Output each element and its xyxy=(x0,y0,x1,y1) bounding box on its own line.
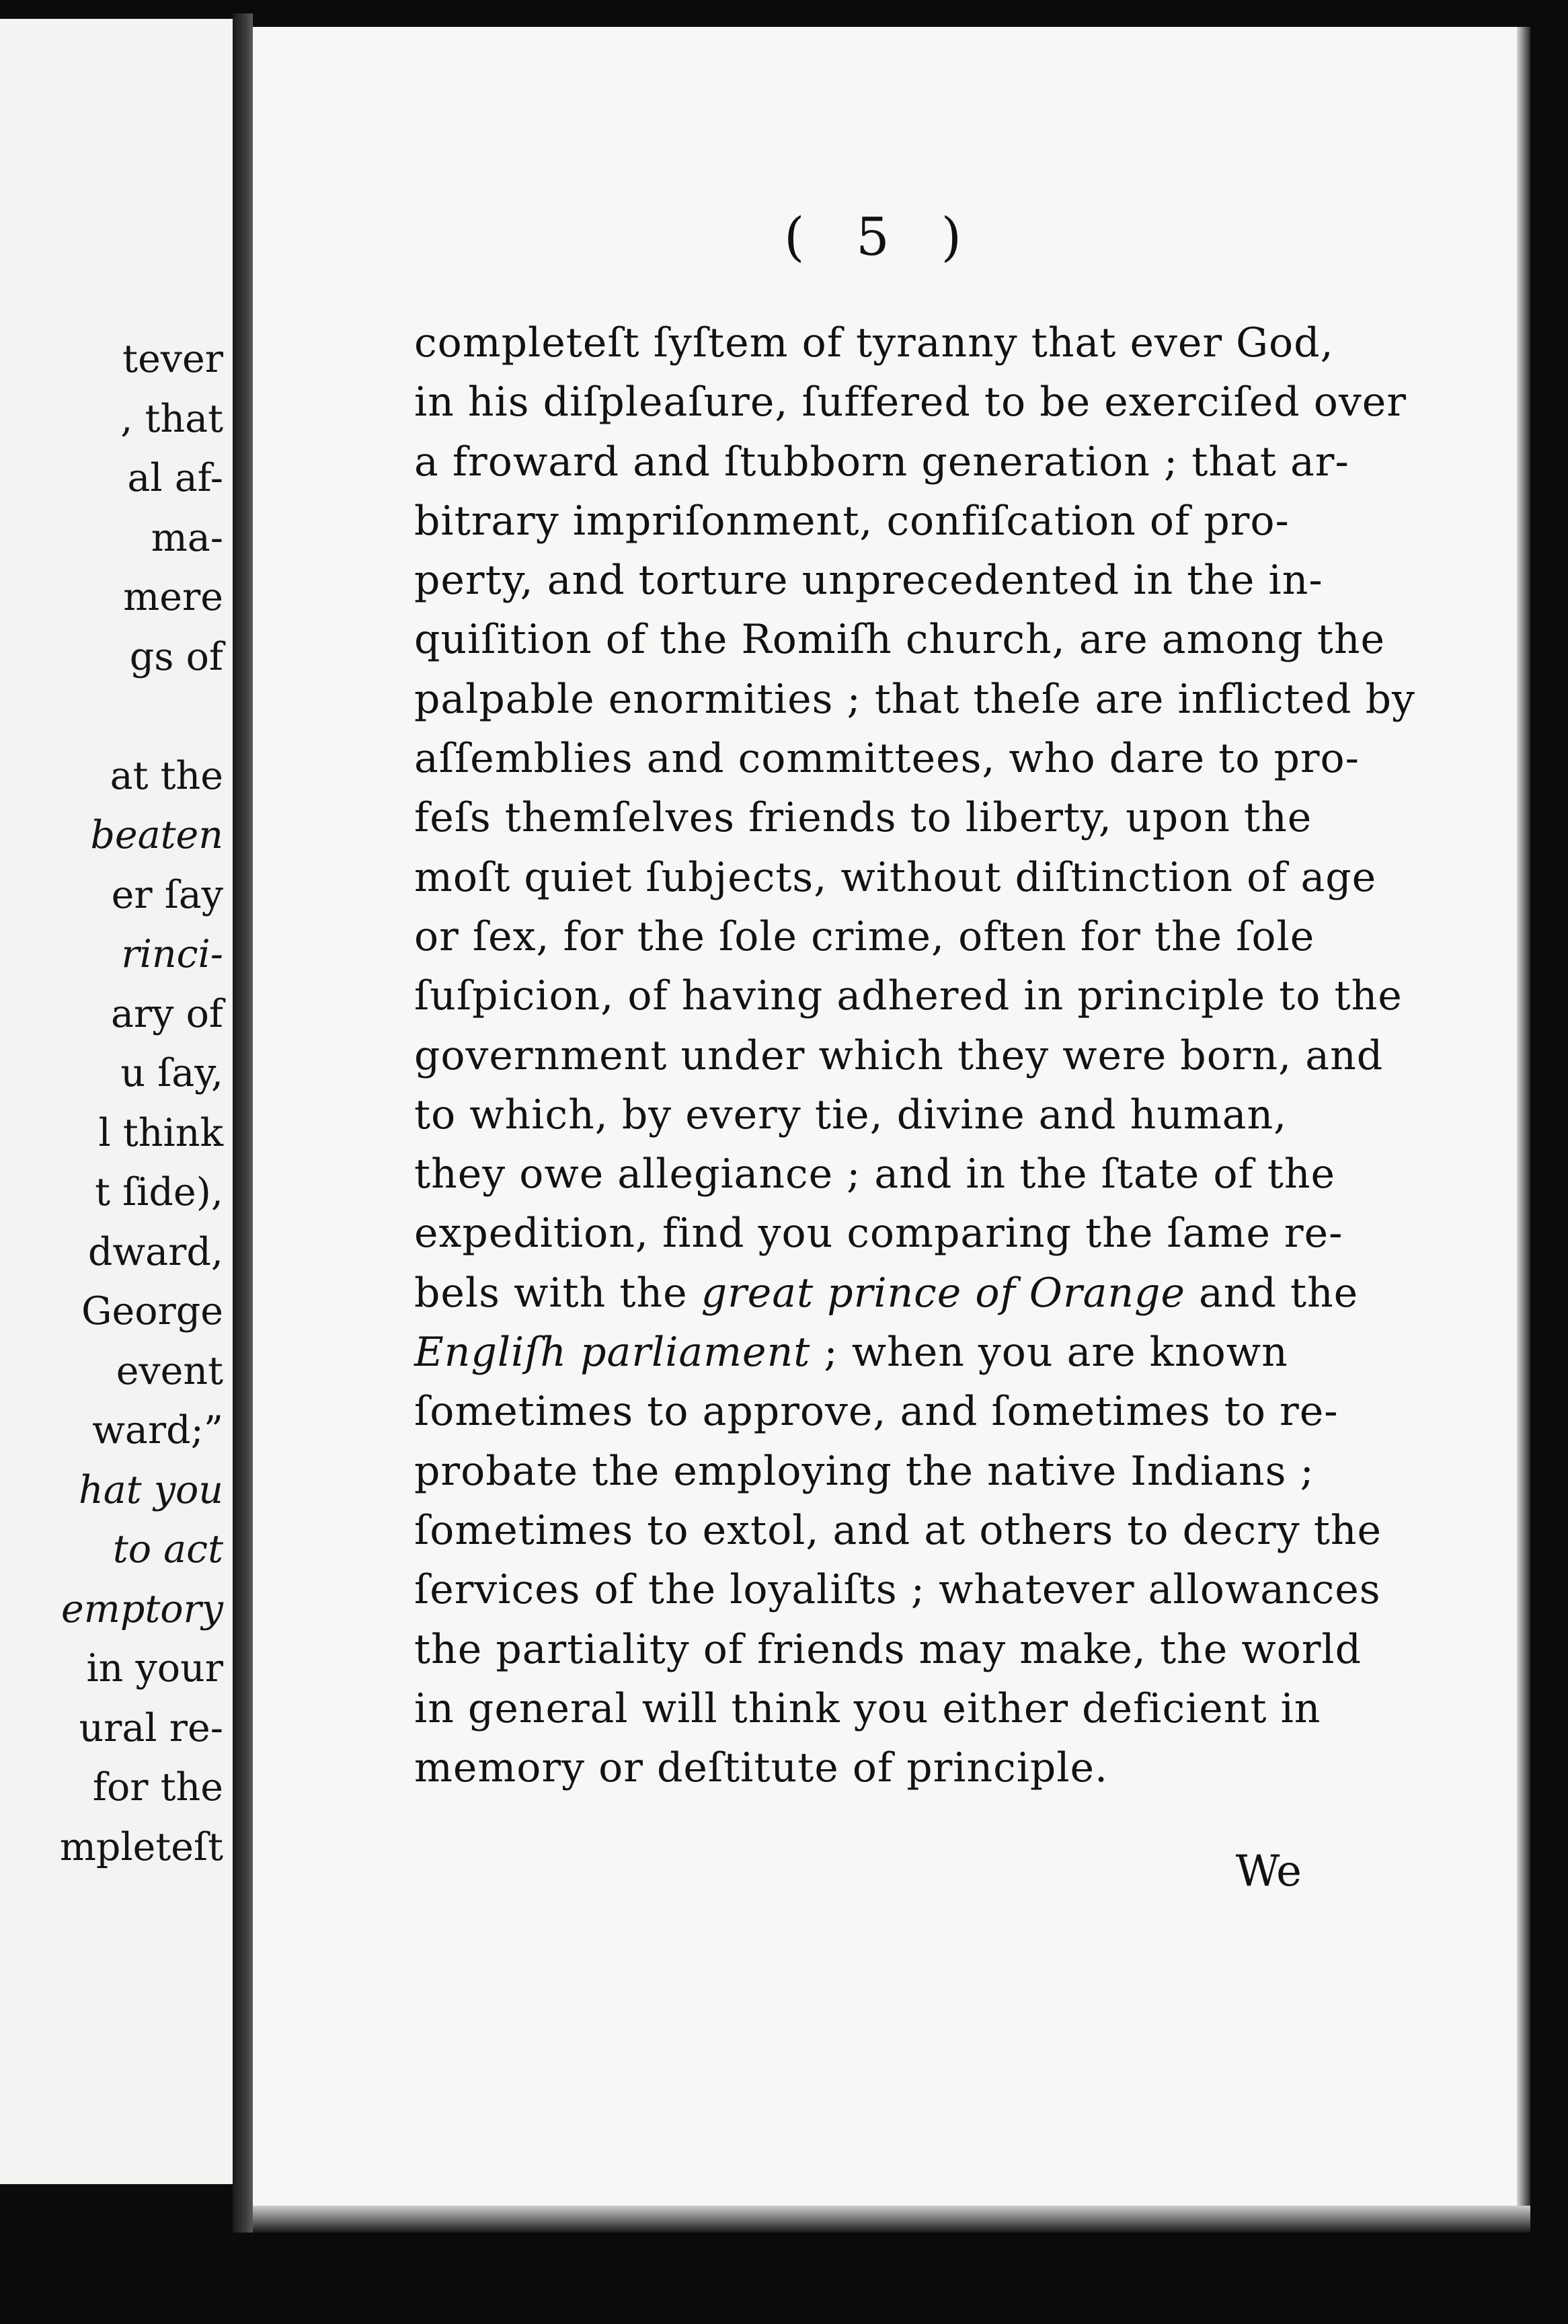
left-text-line: in your xyxy=(86,1646,223,1691)
left-page-text xyxy=(0,330,223,1877)
left-text-line: mpleteſt xyxy=(59,1824,223,1869)
text-run: ſuſpicion, of having adhered in principle to the xyxy=(414,972,1403,1020)
text-run: bitrary impriſonment, confiſcation of pro- xyxy=(414,497,1290,545)
text-line xyxy=(414,1620,1557,1679)
text-run: government under which they were born, and xyxy=(414,1032,1384,1079)
page-edge-bottom xyxy=(253,2206,1530,2233)
left-text-line: event xyxy=(116,1348,223,1393)
text-run: probate the employing the native Indians ; xyxy=(414,1447,1315,1495)
text-run: in his diſpleaſure, ſuffered to be exerciſed over xyxy=(414,379,1407,426)
text-run: ; when you are known xyxy=(810,1329,1288,1377)
left-text-line: dward, xyxy=(87,1229,223,1274)
left-text-line: to act xyxy=(112,1527,223,1572)
text-line xyxy=(414,670,1557,729)
text-line xyxy=(414,1501,1557,1560)
left-text-line: t ſide), xyxy=(95,1170,223,1214)
text-line xyxy=(414,373,1557,432)
text-run: feſs themſelves friends to liberty, upon the xyxy=(414,794,1312,842)
text-line xyxy=(414,1264,1557,1323)
text-run: to which, by every tie, divine and human, xyxy=(414,1091,1288,1138)
left-text-line: ward;” xyxy=(92,1408,223,1452)
left-text-line: l think xyxy=(98,1110,223,1155)
text-run: or ſex, for the ſole crime, often for the ſole xyxy=(414,913,1315,960)
left-text-line: for the xyxy=(92,1765,223,1810)
left-text-line xyxy=(0,687,223,746)
text-line xyxy=(414,1738,1557,1797)
text-run: memory or deſtitute of principle. xyxy=(414,1744,1109,1792)
text-run: palpable enormities ; that theſe are inflicted by xyxy=(414,675,1415,723)
text-run: moſt quiet ſubjects, without diſtinction of age xyxy=(414,853,1377,901)
text-line xyxy=(414,729,1557,788)
text-run: they owe allegiance ; and in the ſtate of the xyxy=(414,1151,1336,1198)
text-line xyxy=(414,907,1557,966)
text-run: the partiality of friends may make, the world xyxy=(414,1625,1362,1673)
text-run: in general will think you either deficient in xyxy=(414,1684,1321,1732)
text-line xyxy=(414,1323,1557,1382)
text-run: expedition, find you comparing the ſame re- xyxy=(414,1210,1343,1257)
left-text-line: George xyxy=(81,1289,223,1333)
text-line xyxy=(414,1026,1557,1085)
left-text-line: at the xyxy=(110,753,223,798)
text-line xyxy=(414,610,1557,669)
text-line xyxy=(414,492,1557,551)
catchword: We xyxy=(1235,1847,1302,1896)
left-text-line: rinci- xyxy=(121,932,223,976)
page-edge-right xyxy=(1517,27,1530,2212)
left-text-line: , that xyxy=(120,396,223,441)
text-line xyxy=(414,1382,1557,1441)
left-text-line: ma- xyxy=(151,515,223,560)
text-line xyxy=(414,788,1557,847)
left-text-line: u ſay, xyxy=(120,1051,223,1095)
left-page-fragment xyxy=(0,19,233,2184)
italic-phrase: great prince of Orange xyxy=(701,1269,1185,1317)
italic-phrase: Engliſh parliament xyxy=(414,1329,811,1377)
text-line xyxy=(414,432,1557,492)
text-run: ſervices of the loyaliſts ; whatever allowances xyxy=(414,1566,1381,1614)
text-run: ſometimes to approve, and ſometimes to re- xyxy=(414,1388,1339,1436)
text-run: bels with the xyxy=(414,1269,701,1317)
right-page xyxy=(253,27,1517,2206)
text-line xyxy=(414,1679,1557,1738)
text-run: and the xyxy=(1185,1269,1359,1317)
text-line xyxy=(414,551,1557,610)
left-text-line: mere xyxy=(123,575,223,619)
text-line xyxy=(414,313,1557,373)
page-number: ( 5 ) xyxy=(783,207,980,268)
text-run: aſſemblies and committees, who dare to pro- xyxy=(414,735,1360,783)
text-line xyxy=(414,1560,1557,1619)
left-text-line: er ſay xyxy=(111,872,223,917)
left-text-line: beaten xyxy=(90,813,223,857)
text-line xyxy=(414,1145,1557,1204)
book-gutter xyxy=(233,13,253,2233)
left-text-line: gs of xyxy=(129,634,223,679)
text-run: completeſt ſyſtem of tyranny that ever God, xyxy=(414,319,1334,366)
body-text xyxy=(414,313,1557,1797)
text-run: a froward and ſtubborn generation ; that ar- xyxy=(414,438,1349,486)
text-run: quiſition of the Romiſh church, are among the xyxy=(414,616,1385,664)
left-text-line: hat you xyxy=(79,1467,223,1512)
left-text-line: emptory xyxy=(61,1586,223,1631)
text-run: ſometimes to extol, and at others to decry the xyxy=(414,1506,1382,1554)
text-line xyxy=(414,848,1557,907)
left-text-line: ural re- xyxy=(79,1705,223,1750)
left-text-line: ary of xyxy=(111,991,223,1036)
text-line xyxy=(414,1442,1557,1501)
text-line xyxy=(414,1085,1557,1145)
text-line xyxy=(414,1204,1557,1263)
text-run: perty, and torture unprecedented in the in- xyxy=(414,557,1323,605)
left-text-line: al af- xyxy=(127,456,223,500)
text-line xyxy=(414,966,1557,1025)
left-text-line: tever xyxy=(122,337,223,381)
